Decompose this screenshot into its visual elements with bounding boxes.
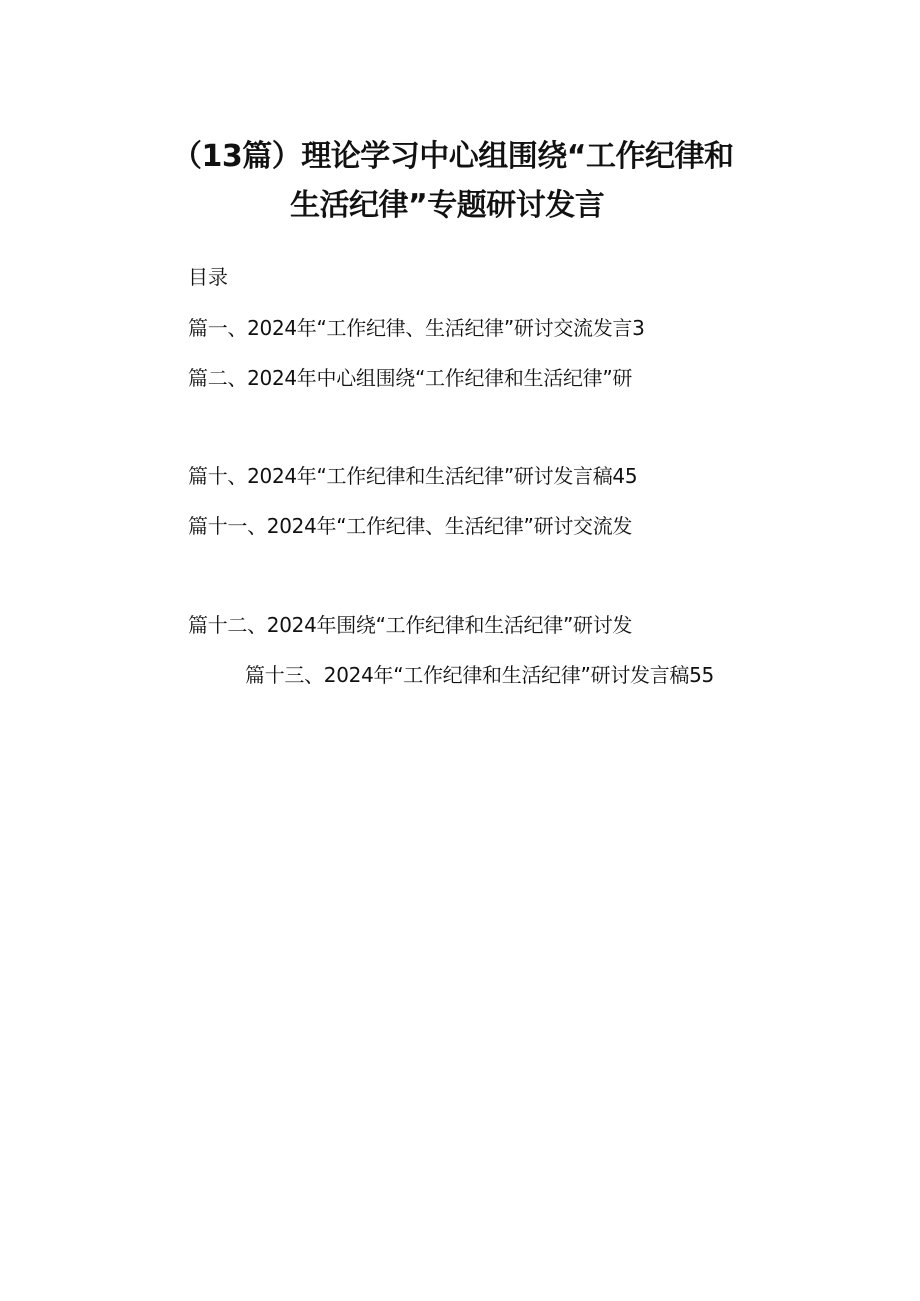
toc-item-13: 篇十三、2024年“工作纪律和生活纪律”研讨发言稿55	[245, 663, 714, 687]
document-title-line-1: （13篇）理论学习中心组围绕“工作纪律和	[172, 139, 734, 174]
toc-item-12: 篇十二、2024年围绕“工作纪律和生活纪律”研讨发	[188, 613, 633, 637]
document-title-line-2: 生活纪律”专题研讨发言	[290, 188, 605, 223]
toc-item-10: 篇十、2024年“工作纪律和生活纪律”研讨发言稿45	[188, 464, 638, 488]
toc-item-1: 篇一、2024年“工作纪律、生活纪律”研讨交流发言3	[188, 316, 645, 340]
toc-heading: 目录	[188, 265, 228, 289]
toc-item-11: 篇十一、2024年“工作纪律、生活纪律”研讨交流发	[188, 514, 633, 538]
toc-item-2: 篇二、2024年中心组围绕“工作纪律和生活纪律”研	[188, 366, 633, 390]
